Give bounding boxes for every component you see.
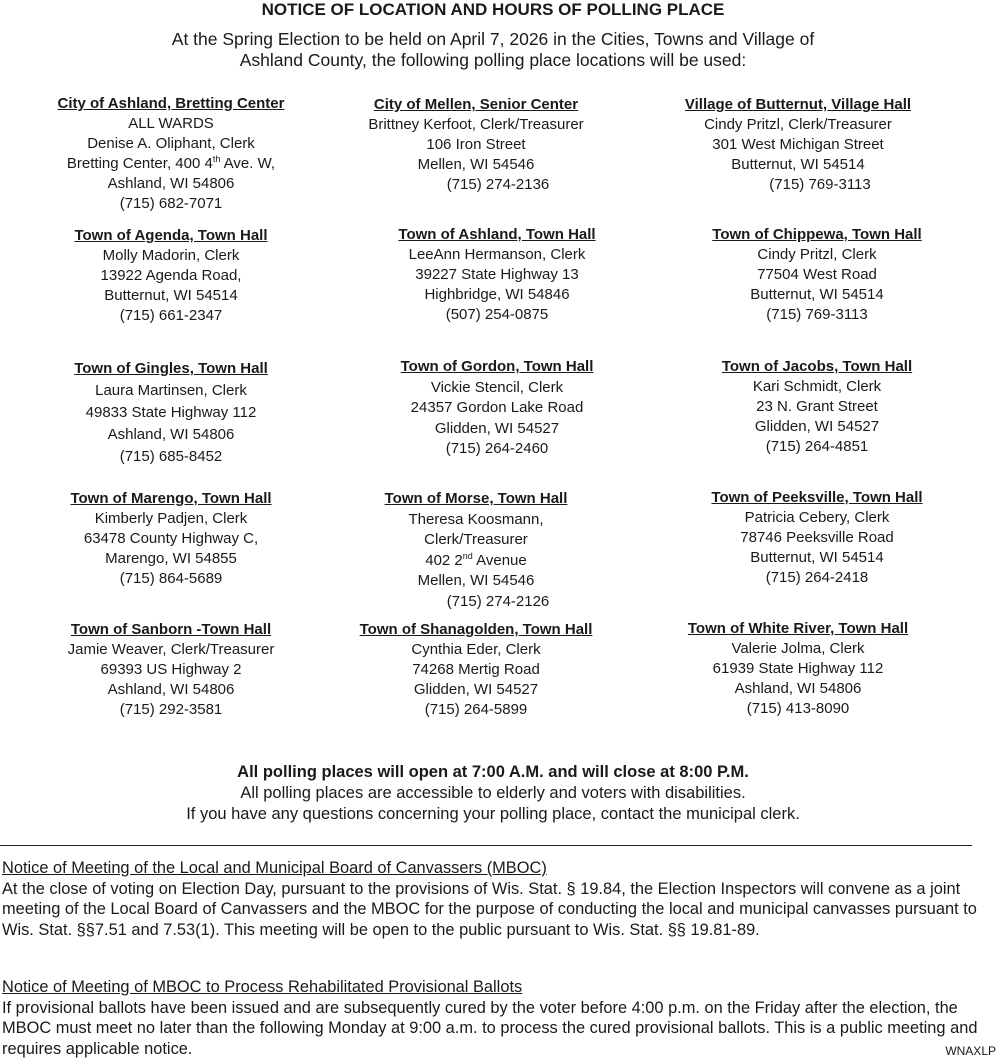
location-heading: Town of Jacobs, Town Hall [721, 358, 913, 375]
location-heading: City of Mellen, Senior Center [373, 96, 579, 113]
location-town-of-morse [345, 489, 607, 613]
location-heading: Town of Gingles, Town Hall [74, 360, 268, 377]
location-phone: (715) 682-7071 [119, 195, 223, 212]
location-line: Marengo, WI 54855 [105, 550, 237, 567]
location-town-of-gingles [40, 358, 302, 468]
location-line: Kimberly Padjen, Clerk [94, 510, 248, 527]
location-line: 39227 State Highway 13 [415, 266, 579, 283]
location-line: Clerk/Treasurer [424, 531, 528, 549]
location-heading: Village of Butternut, Village Hall [684, 96, 912, 113]
location-phone: (715) 274-2136 [446, 176, 550, 193]
location-address: Bretting Center, 400 4th Ave. W, [66, 154, 276, 172]
location-heading: Town of Agenda, Town Hall [74, 227, 268, 244]
location-line: Ashland, WI 54806 [107, 681, 235, 698]
location-village-of-butternut [660, 95, 936, 195]
location-line: Ashland, WI 54806 [107, 426, 235, 443]
intro-line-2: Ashland County, the following polling place locations will be used: [239, 50, 747, 70]
location-phone: (715) 685-8452 [119, 448, 223, 465]
location-line: Theresa Koosmann, [408, 510, 544, 528]
location-line: Ashland, WI 54806 [734, 680, 862, 697]
location-town-of-peeksville [686, 488, 948, 588]
location-line: 63478 County Highway C, [83, 530, 259, 547]
hours-line-3: If you have any questions concerning your polling place, contact the municipal clerk. [186, 805, 800, 823]
location-line: LeeAnn Hermanson, Clerk [408, 246, 586, 263]
location-phone: (715) 264-2460 [445, 440, 549, 457]
location-line: Butternut, WI 54514 [750, 286, 884, 303]
hours-block [0, 762, 986, 825]
location-line: Vickie Stencil, Clerk [430, 378, 564, 396]
location-line: Molly Madorin, Clerk [102, 247, 240, 264]
location-phone: (715) 413-8090 [746, 700, 850, 717]
notice-title: NOTICE OF LOCATION AND HOURS OF POLLING PLACE [261, 0, 725, 19]
location-line: Cindy Pritzl, Clerk [757, 246, 877, 263]
location-city: Ashland, WI 54806 [107, 175, 235, 192]
location-line: Glidden, WI 54527 [754, 418, 880, 435]
location-line: 24357 Gordon Lake Road [410, 399, 584, 416]
location-line: Butternut, WI 54514 [731, 156, 865, 173]
location-heading: Town of Ashland, Town Hall [398, 226, 596, 243]
intro-text [0, 29, 986, 71]
location-line: Kari Schmidt, Clerk [752, 378, 882, 395]
notice-heading: Notice of Meeting of the Local and Municipal Board of Canvassers (MBOC) [2, 859, 547, 877]
location-town-of-sanborn [40, 620, 302, 720]
location-line: 74268 Mertig Road [412, 661, 540, 678]
location-line: ALL WARDS [128, 115, 214, 132]
location-town-of-shanagolden [340, 620, 612, 720]
location-line: Butternut, WI 54514 [750, 549, 884, 566]
location-line: 49833 State Highway 112 [85, 404, 257, 421]
location-line: 77504 West Road [757, 266, 877, 283]
location-line: 13922 Agenda Road, [100, 267, 242, 284]
location-phone: (715) 292-3581 [119, 701, 223, 718]
location-line: Glidden, WI 54527 [413, 681, 539, 698]
location-line: Mellen, WI 54546 [417, 156, 535, 173]
location-line: Brittney Kerfoot, Clerk/Treasurer [368, 116, 584, 133]
location-city-of-ashland [40, 94, 302, 214]
location-town-of-white-river [660, 619, 936, 719]
intro-line-1: At the Spring Election to be held on April 7, 2026 in the Cities, Towns and Village of [171, 29, 815, 49]
notice-body: At the close of voting on Election Day, pursuant to the provisions of Wis. Stat. § 19.84, the Election Inspectors will convene as a joint meeting of the Local Board of Canvassers and the MBOC for the purpose of conducting the local and municipal canvasses pursuant to Wis. Stat. §§7.51 and 7.53(1). This meeting will be open to the public pursuant to Wis. Stat. §§ 19.81-89. [2, 879, 977, 939]
notice-mboc-meeting [2, 858, 992, 940]
location-phone: (507) 254-0875 [445, 306, 549, 323]
location-phone: (715) 274-2126 [446, 592, 550, 610]
notice-provisional-ballots [2, 977, 992, 1059]
divider [0, 845, 972, 846]
location-line: 23 N. Grant Street [756, 398, 878, 415]
location-heading: Town of Shanagolden, Town Hall [359, 621, 593, 638]
location-line: 69393 US Highway 2 [100, 661, 242, 678]
location-town-of-gordon [366, 357, 628, 460]
location-heading: Town of Chippewa, Town Hall [712, 226, 922, 243]
location-phone: (715) 264-4851 [765, 438, 869, 455]
location-city: Mellen, WI 54546 [417, 572, 535, 590]
location-line: Glidden, WI 54527 [434, 419, 560, 437]
location-heading: Town of Gordon, Town Hall [400, 358, 594, 375]
location-town-of-marengo [40, 489, 302, 589]
location-line: Cynthia Eder, Clerk [411, 641, 541, 658]
location-phone: (715) 264-2418 [765, 569, 869, 586]
location-heading: Town of White River, Town Hall [687, 620, 909, 637]
location-phone: (715) 769-3113 [769, 176, 871, 193]
location-phone: (715) 661-2347 [119, 307, 223, 324]
location-line: 106 Iron Street [426, 136, 526, 153]
location-phone: (715) 864-5689 [119, 570, 223, 587]
location-line: 78746 Peeksville Road [740, 529, 894, 546]
location-phone: (715) 264-5899 [424, 701, 528, 718]
location-city-of-mellen [345, 95, 607, 195]
location-heading: Town of Peeksville, Town Hall [711, 489, 923, 506]
location-line: Cindy Pritzl, Clerk/Treasurer [704, 116, 892, 133]
location-line: 301 West Michigan Street [712, 136, 884, 153]
location-line: Denise A. Oliphant, Clerk [87, 135, 255, 152]
location-line: Patricia Cebery, Clerk [744, 509, 890, 526]
location-heading: Town of Sanborn -Town Hall [70, 621, 272, 638]
location-line: Laura Martinsen, Clerk [95, 382, 247, 399]
hours-line-1: All polling places will open at 7:00 A.M. and will close at 8:00 P.M. [237, 763, 749, 781]
location-town-of-chippewa [686, 225, 948, 325]
publication-code: WNAXLP [945, 1044, 996, 1058]
notice-heading: Notice of Meeting of MBOC to Process Rehabilitated Provisional Ballots [2, 978, 523, 996]
location-line: 61939 State Highway 112 [712, 660, 884, 677]
location-town-of-jacobs [686, 357, 948, 457]
location-line: Valerie Jolma, Clerk [731, 640, 865, 657]
notice-body: If provisional ballots have been issued and are subsequently cured by the voter before 4:00 p.m. on the Friday after the election, the MBOC must meet no later than the following Monday at 9:00 a.m. to process the cured provisional ballots. This is a public meeting and requires applicable notice. [2, 998, 978, 1058]
location-heading: Town of Marengo, Town Hall [70, 490, 272, 507]
location-town-of-agenda [40, 226, 302, 326]
location-phone: (715) 769-3113 [766, 306, 868, 323]
location-line: Butternut, WI 54514 [104, 287, 238, 304]
hours-line-2: All polling places are accessible to elderly and voters with disabilities. [240, 784, 746, 802]
location-heading: Town of Morse, Town Hall [384, 490, 568, 507]
location-line: Jamie Weaver, Clerk/Treasurer [67, 641, 275, 658]
location-line: Highbridge, WI 54846 [424, 286, 570, 303]
location-address: 402 2nd Avenue [425, 550, 527, 569]
location-heading: City of Ashland, Bretting Center [57, 95, 285, 112]
location-town-of-ashland [366, 225, 628, 325]
